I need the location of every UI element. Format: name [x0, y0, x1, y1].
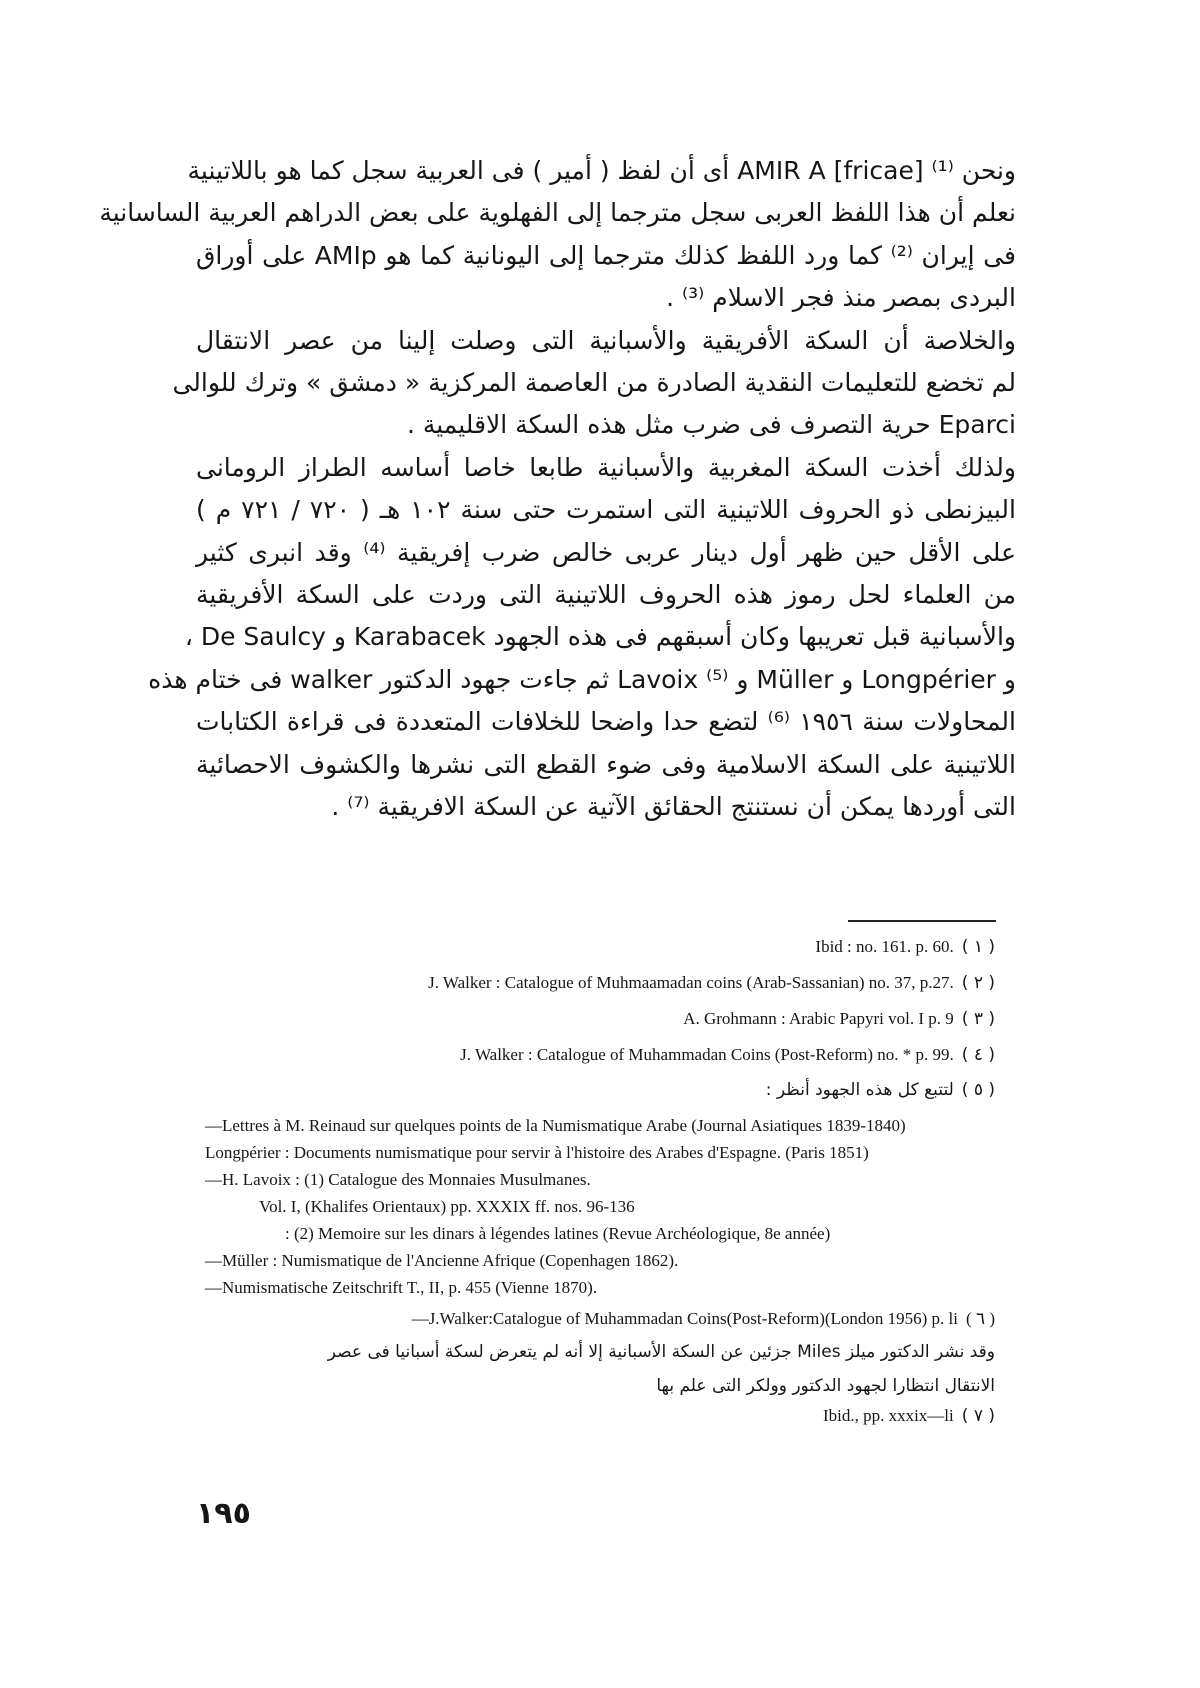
- text-line: البردى بمصر منذ فجر الاسلام ⁽³⁾ .: [666, 283, 1016, 313]
- footnote-4: [205, 1042, 995, 1068]
- paragraph-1: [99, 150, 1016, 320]
- text-line: ولذلك أخذت السكة المغربية والأسبانية طابعا خاصا أساسه الطراز الرومانى: [196, 452, 1016, 482]
- text-line: وقد نشر الدكتور ميلز Miles جزئين عن السكة الأسبانية إلا أنه لم يتعرض لسكة أسبانيا فى عصر: [327, 1342, 995, 1362]
- footnote-3: [205, 1006, 995, 1032]
- text-line: لم تخضع للتعليمات النقدية الصادرة من العاصمة المركزية « دمشق » وترك للوالى: [172, 368, 1016, 398]
- text-line: البيزنطى ذو الحروف اللاتينية التى استمرت حتى سنة ١٠٢ هـ ( ٧٢٠ / ٧٢١ م ): [196, 495, 1016, 525]
- text-line: Eparci حرية التصرف فى ضرب مثل هذه السكة الاقليمية .: [406, 410, 1016, 440]
- footnote-number: ( ٤ ): [961, 1045, 995, 1065]
- footnote-5: [205, 1078, 995, 1103]
- footnote-number: ( ٣ ): [961, 1009, 995, 1029]
- page-number: ١٩٥: [196, 1496, 251, 1531]
- footnote-number: ( ٢ ): [961, 973, 995, 993]
- footnote-text: A. Grohmann : Arabic Papyri vol. I p. 9: [683, 1009, 954, 1028]
- reference-line: : (2) Memoire sur les dinars à légendes latines (Revue Archéologique, 8e année): [285, 1224, 831, 1243]
- footnotes: [205, 934, 995, 1439]
- footnote-number: ( ٧ ): [961, 1406, 995, 1426]
- text-line: فى إيران ⁽²⁾ كما ورد اللفظ كذلك مترجما إلى اليونانية كما هو AMIp على أوراق: [196, 240, 1016, 270]
- footnote-text: —J.Walker:Catalogue of Muhammadan Coins(Post-Reform)(London 1956) p. li: [411, 1309, 959, 1328]
- text-line: المحاولات سنة ١٩٥٦ ⁽⁶⁾ لتضع حدا واضحا للخلافات المتعددة فى قراءة الكتابات: [196, 707, 1016, 737]
- footnote-number: ( ٥ ): [961, 1080, 995, 1100]
- text-line: والخلاصة أن السكة الأفريقية والأسبانية التى وصلت إلينا من عصر الانتقال: [196, 325, 1016, 355]
- footnote-text: J. Walker : Catalogue of Muhammadan Coins (Post-Reform) no. * p. 99.: [460, 1045, 954, 1064]
- text-line: من العلماء لحل رموز هذه الحروف اللاتينية التى وردت على السكة الأفريقية: [196, 580, 1016, 610]
- reference-line: —Lettres à M. Reinaud sur quelques points de la Numismatique Arabe (Journal Asiatiques 1839-1840): [205, 1116, 906, 1135]
- footnote-number: ( ١ ): [961, 937, 995, 957]
- footnote-text: J. Walker : Catalogue of Muhmaamadan coins (Arab-Sassanian) no. 37, p.27.: [428, 973, 954, 992]
- paragraph-3: [148, 447, 1016, 829]
- footnote-text: Ibid., pp. xxxix—li: [822, 1406, 954, 1425]
- footnote-7: [205, 1403, 995, 1429]
- text-line: والأسبانية قبل تعريبها وكان أسبقهم فى هذه الجهود Karabacek و De Saulcy ،: [184, 622, 1016, 652]
- footnote-number: ( ٦ ): [966, 1309, 995, 1328]
- reference-line: Vol. I, (Khalifes Orientaux) pp. XXXIX ff. nos. 96-136: [259, 1197, 635, 1216]
- reference-line: —Numismatische Zeitschrift T., II, p. 455 (Vienne 1870).: [205, 1278, 598, 1297]
- text-line: الانتقال انتظارا لجهود الدكتور وولكر التى علم بها: [656, 1376, 995, 1396]
- text-line: على الأقل حين ظهر أول دينار عربى خالص ضرب إفريقية ⁽⁴⁾ وقد انبرى كثير: [196, 537, 1016, 567]
- footnote-text: Ibid : no. 161. p. 60.: [815, 937, 954, 956]
- footnote-2: [205, 970, 995, 996]
- reference-line: —H. Lavoix : (1) Catalogue des Monnaies Musulmanes.: [205, 1170, 591, 1189]
- text-line: اللاتينية على السكة الاسلامية وفى ضوء القطع التى نشرها والكشوف الاحصائية: [196, 749, 1016, 779]
- text-line: التى أوردها يمكن أن نستنتج الحقائق الآتية عن السكة الافريقية ⁽⁷⁾ .: [331, 792, 1016, 822]
- reference-line: Longpérier : Documents numismatique pour servir à l'histoire des Arabes d'Espagne. (Paris 1851): [205, 1143, 869, 1162]
- paragraph-2: [172, 320, 1016, 447]
- reference-line: —Müller : Numismatique de l'Ancienne Afrique (Copenhagen 1862).: [205, 1251, 679, 1270]
- text-line: و Longpérier و Müller و Lavoix ⁽⁵⁾ ثم جاءت جهود الدكتور walker فى ختام هذه: [148, 664, 1016, 694]
- footnote-6-arabic: [205, 1335, 995, 1403]
- text-line: ونحن AMIR A [fricae] ⁽¹⁾ أى أن لفظ ( أمير ) فى العربية سجل كما هو باللاتينية: [187, 156, 1016, 185]
- footnote-text: لتتبع كل هذه الجهود أنظر :: [765, 1080, 954, 1100]
- footnote-divider: [848, 920, 996, 922]
- main-text: [99, 150, 1016, 829]
- footnote-1: [205, 934, 995, 960]
- text-line: نعلم أن هذا اللفظ العربى سجل مترجما إلى الفهلوية على بعض الدراهم العربية الساسانية: [99, 198, 1016, 228]
- footnote-6: [205, 1306, 995, 1331]
